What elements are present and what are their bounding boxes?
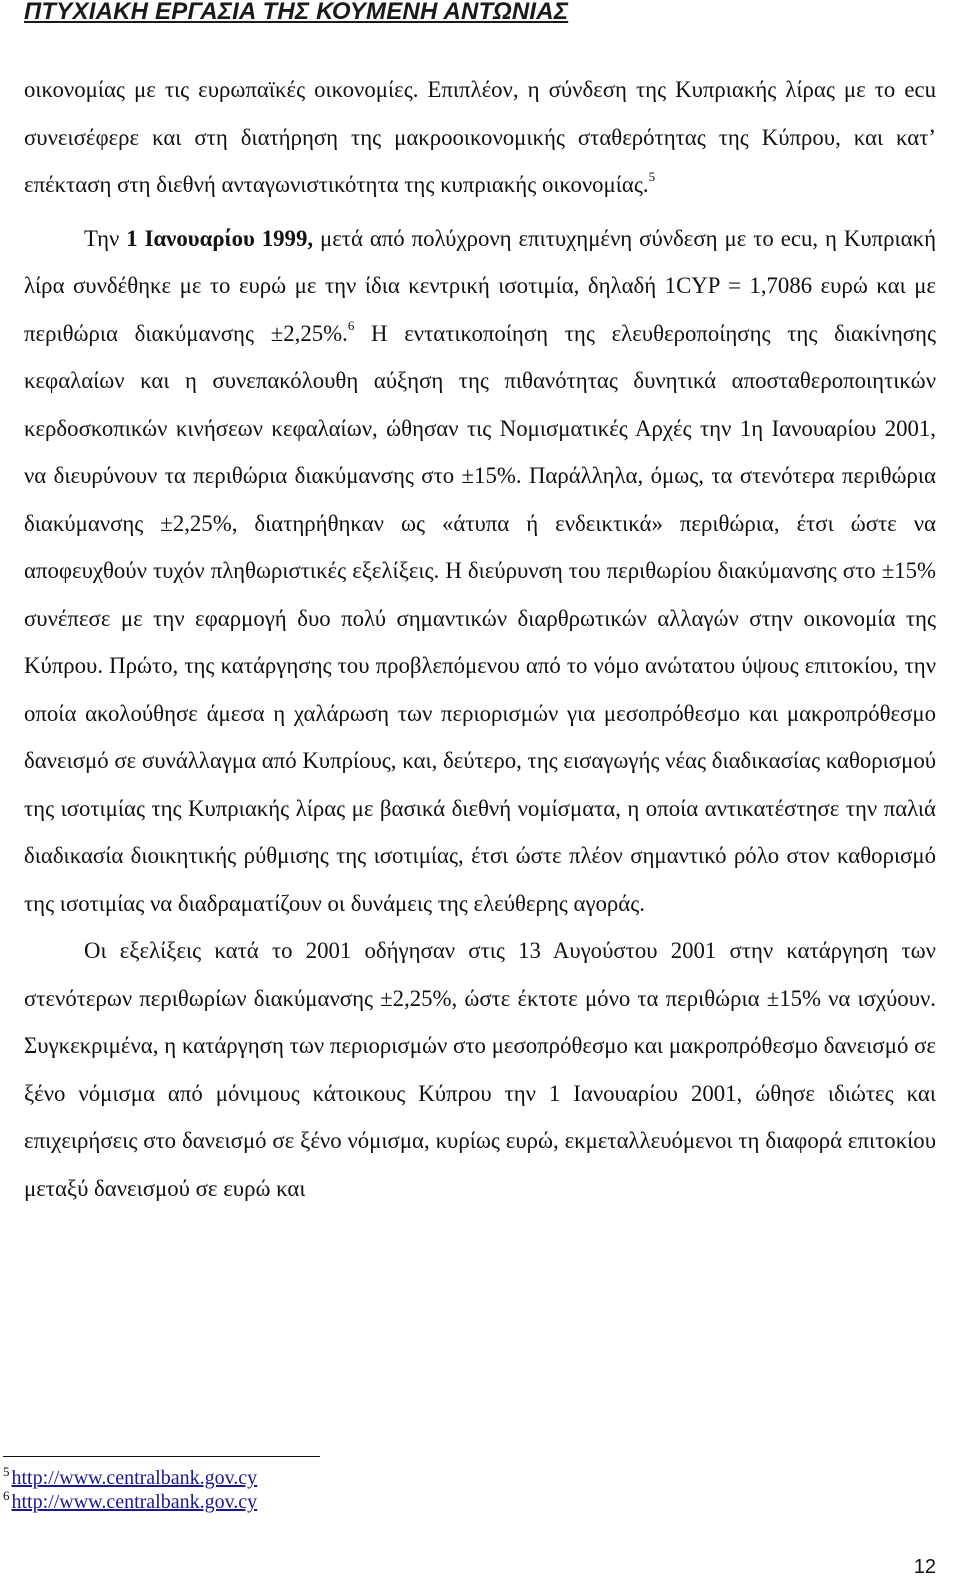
page-header-title: ΠΤΥΧΙΑΚΗ ΕΡΓΑΣΙΑ ΤΗΣ ΚΟΥΜΕΝΗ ΑΝΤΩΝΙΑΣ [24, 0, 569, 25]
body-text [24, 66, 936, 1212]
paragraph-3 [24, 927, 936, 1212]
footnote-link[interactable]: http://www.centralbank.gov.cy [11, 1467, 258, 1489]
footnote-link[interactable]: http://www.centralbank.gov.cy [11, 1491, 258, 1513]
footnote-separator [3, 1456, 320, 1457]
footnote-ref-6[interactable]: 6 [347, 317, 355, 333]
paragraph-2-bold-date: 1 Ιανουαρίου 1999, [126, 225, 314, 251]
paragraph-3-text: Οι εξελίξεις κατά το 2001 οδήγησαν στις 13 Αυγούστου 2001 στην κατάργηση των στενότερων περιθωρίων διακύμανσης ±2,25%, ώστε έκτοτε μόνο τα περιθώρια ±15% να ισχύουν. Συγκεκριμένα, η κατάργηση των περιορισμών στο μεσοπρόθεσμο και μακροπρόθεσμο δανεισμό σε ξένο νόμισμα από μόνιμους κάτοικους Κύπρου την 1 Ιανουαρίου 2001, ώθησε ιδιώτες και επιχειρήσεις στο δανεισμό σε ξένο νόμισμα, κυρίως ευρώ, εκμεταλλευόμενοι τη διαφορά επιτοκίου μεταξύ δανεισμού σε ευρώ και [24, 938, 936, 1201]
paragraph-2-text-b: Η εντατικοποίηση της ελευθεροποίησης της διακίνησης κεφαλαίων και η συνεπακόλουθη αύξηση της πιθανότητας δυνητικά αποσταθεροποιητικών κερδοσκοπικών κινήσεων κεφαλαίων, ώθησαν τις Νομισματικές Αρχές την 1η Ιανουαρίου 2001, να διευρύνουν τα περιθώρια διακύμανσης στο ±15%. Παράλληλα, όμως, τα στενότερα περιθώρια διακύμανσης ±2,25%, διατηρήθηκαν ως «άτυπα ή ενδεικτικά» περιθώρια, έτσι ώστε να αποφευχθούν τυχόν πληθωριστικές εξελίξεις. Η διεύρυνση του περιθωρίου διακύμανσης στο ±15% συνέπεσε με την εφαρμογή δυο πολύ σημαντικών διαρθρωτικών αλλαγών στην οικονομία της Κύπρου. Πρώτο, της κατάργησης του προβλεπόμενου από το νόμο ανώτατου ύψους επιτοκίου, την οποία ακολούθησε άμεσα η χαλάρωση των περιορισμών για μεσοπρόθεσμο και μακροπρόθεσμο δανεισμό σε συνάλλαγμα από Κυπρίους, και, δεύτερο, της εισαγωγής νέας διαδικασίας καθορισμού της ισοτιμίας της Κυπριακής λίρας με βασικά διεθνή νομίσματα, η οποία αντικατέστησε την παλιά διαδικασία διοικητικής ρύθμισης της ισοτιμίας, έτσι ώστε πλέον σημαντικό ρόλο στον καθορισμό της ισοτιμίας να διαδραματίζουν οι δυνάμεις της ελεύθερης αγοράς. [24, 320, 936, 916]
paragraph-1-text: οικονομίας με τις ευρωπαϊκές οικονομίες. Επιπλέον, η σύνδεση της Κυπριακής λίρας με το ecu συνεισέφερε και στη διατήρηση της μακροοικονομικής σταθερότητας της Κύπρου, και κατ’ επέκταση στη διεθνή ανταγωνιστικότητα της κυπριακής οικονομίας. [24, 77, 936, 197]
paragraph-2-text-a: μετά από πολύχρονη επιτυχημένη σύνδεση με το ecu, η Κυπριακή λίρα συνδέθηκε με το ευρώ με την ίδια κεντρική ισοτιμία, δηλαδή 1CYP = 1,7086 ευρώ και με περιθώρια διακύμανσης ±2,25%. [24, 225, 936, 346]
footnote-number: 5 [3, 1464, 10, 1479]
paragraph-2 [24, 215, 936, 928]
paragraph-2-lead: Την [84, 225, 120, 251]
footnotes [3, 1466, 257, 1514]
page-number: 12 [913, 1556, 936, 1578]
footnote-ref-5[interactable]: 5 [648, 169, 656, 184]
footnote-5 [3, 1466, 257, 1490]
paragraph-1 [24, 66, 936, 209]
footnote-number: 6 [3, 1488, 10, 1503]
footnote-6 [3, 1490, 257, 1514]
